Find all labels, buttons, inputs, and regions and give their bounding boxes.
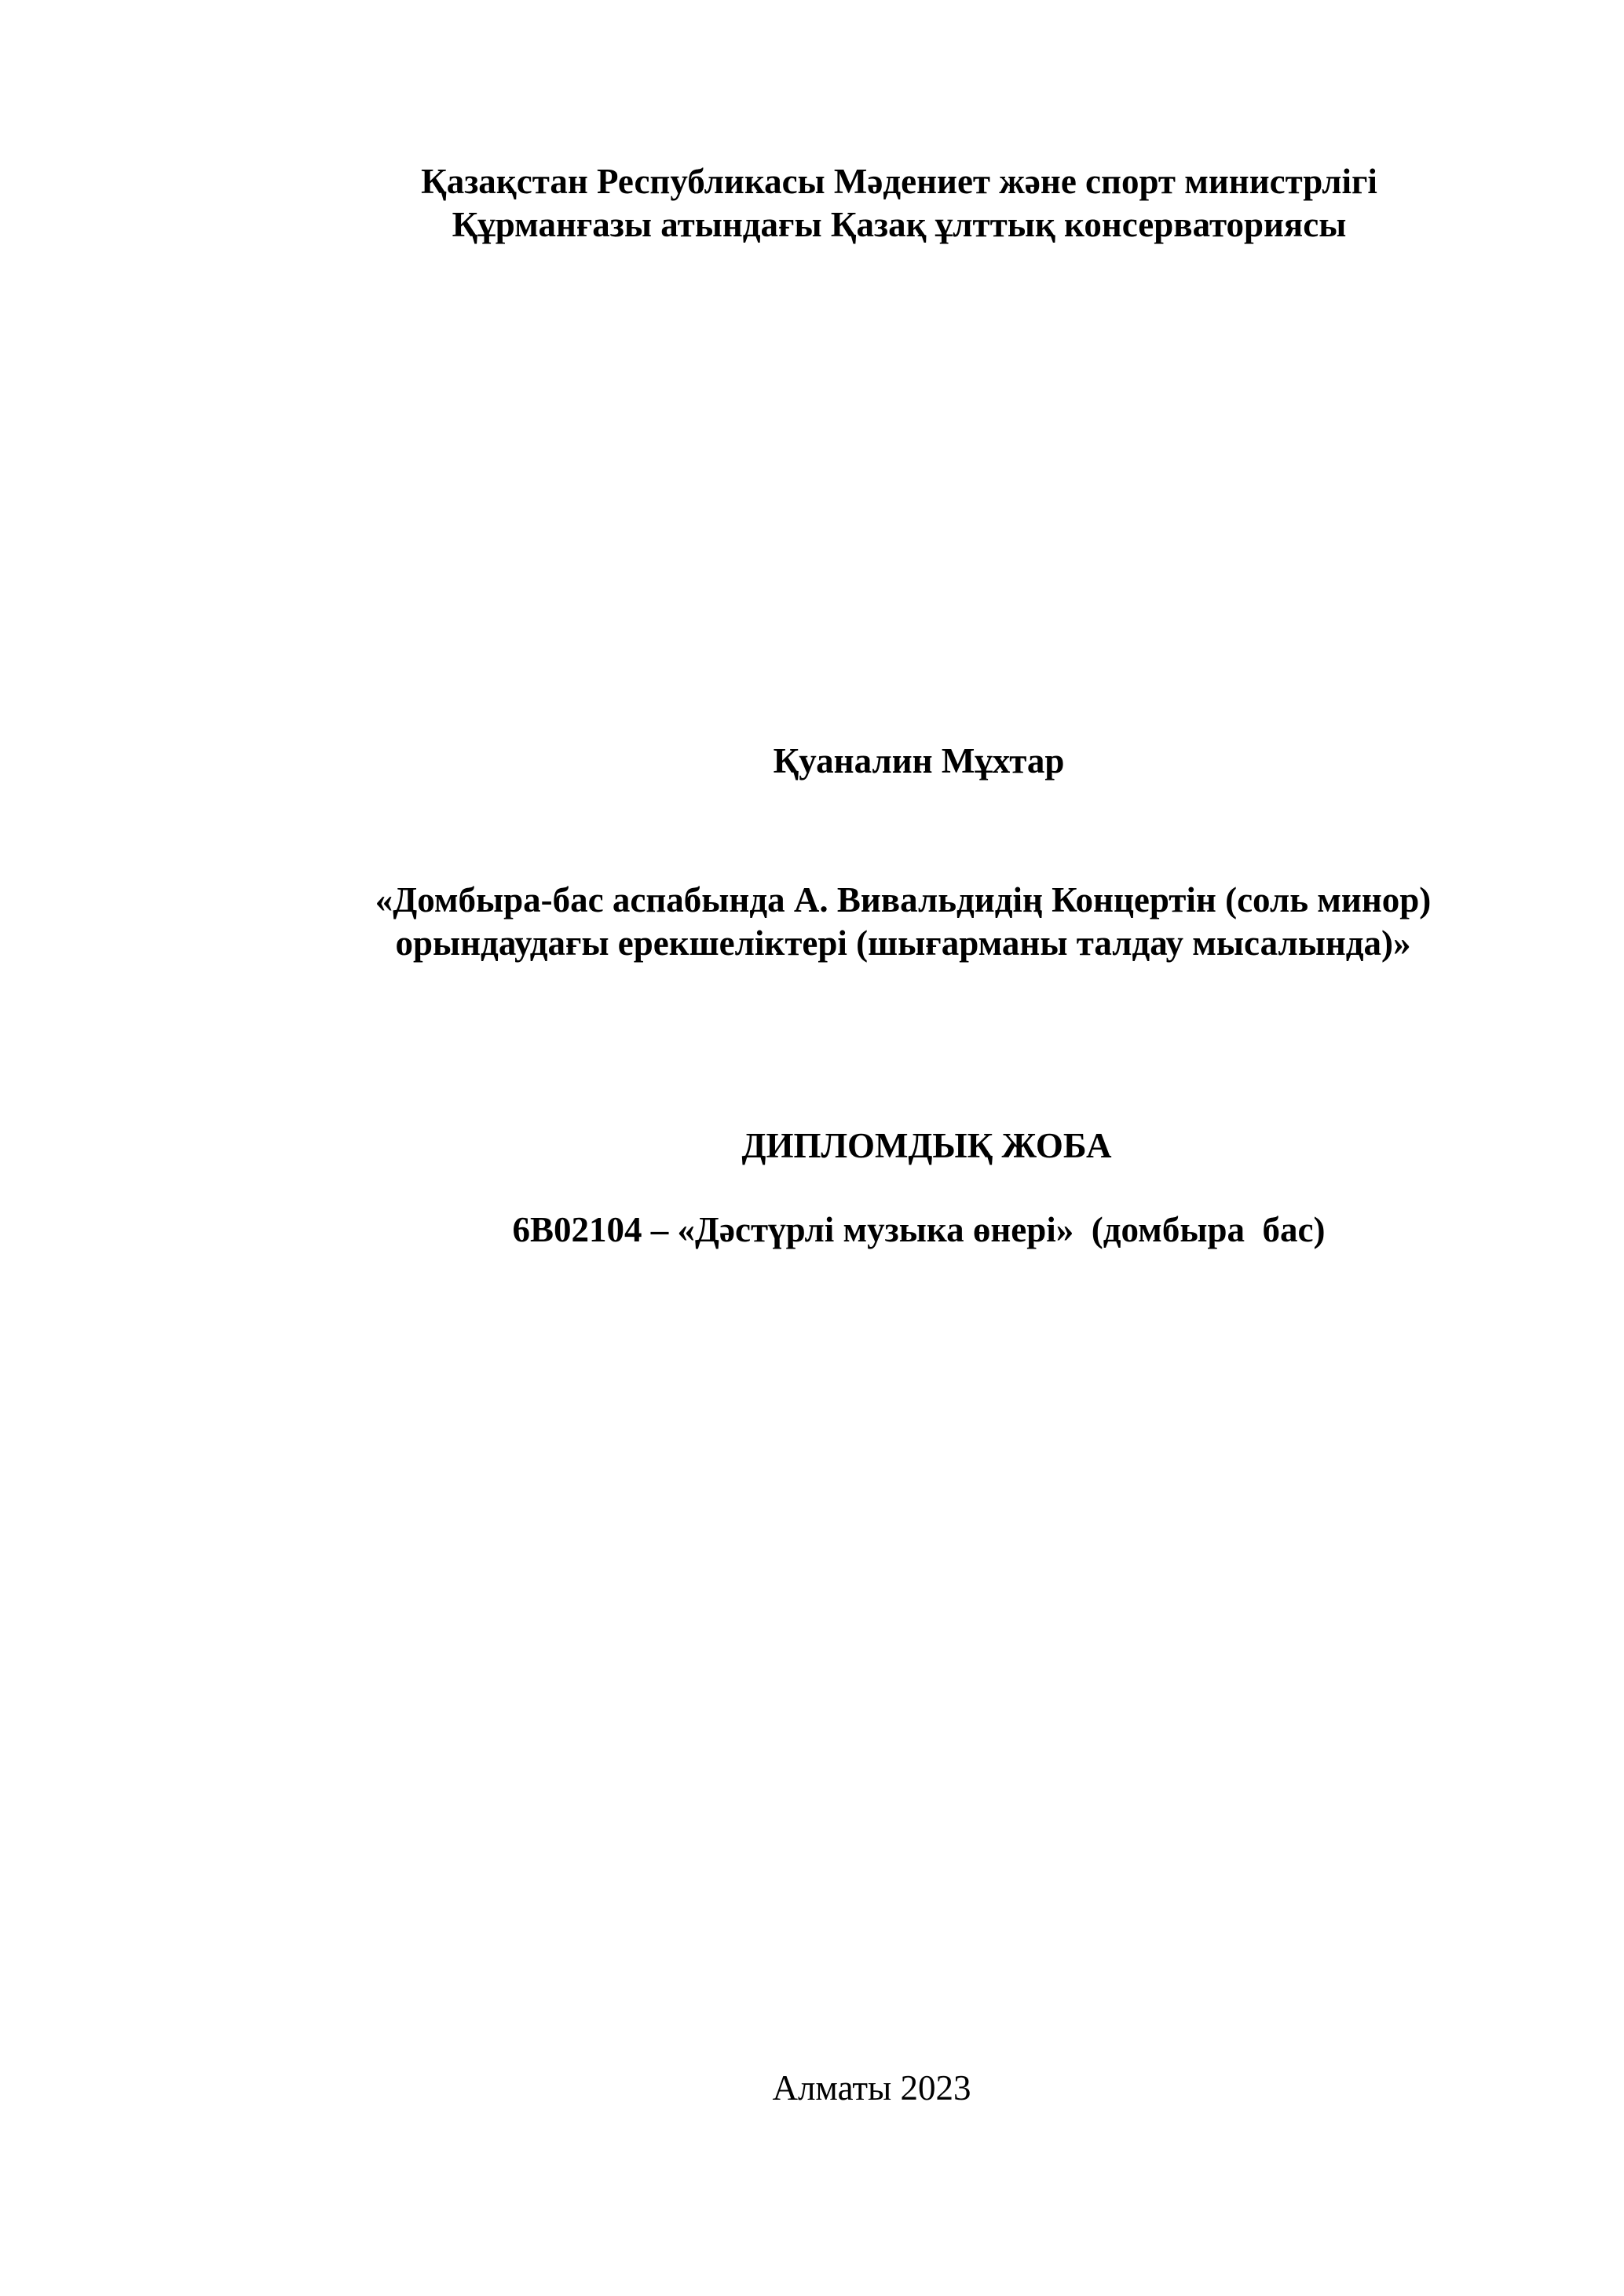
author-name: Қуаналин Мұхтар xyxy=(773,741,1065,781)
institution-heading: Құрманғазы атындағы Қазақ ұлттық консерваториясы xyxy=(452,205,1347,244)
city-year: Алматы 2023 xyxy=(772,2068,971,2108)
specialty-line: 6В02104 – «Дәстүрлі музыка өнері» (домбыра бас) xyxy=(512,1210,1326,1249)
thesis-title-line-1: «Домбыра-бас аспабында А. Вивальдидің Концертін (соль минор) xyxy=(375,880,1432,919)
project-type: ДИПЛОМДЫҚ ЖОБА xyxy=(741,1126,1112,1165)
ministry-heading: Қазақстан Республикасы Мәдениет және спорт министрлігі xyxy=(421,162,1377,201)
thesis-title-line-2: орындаудағы ерекшеліктері (шығарманы талдау мысалында)» xyxy=(395,923,1411,963)
